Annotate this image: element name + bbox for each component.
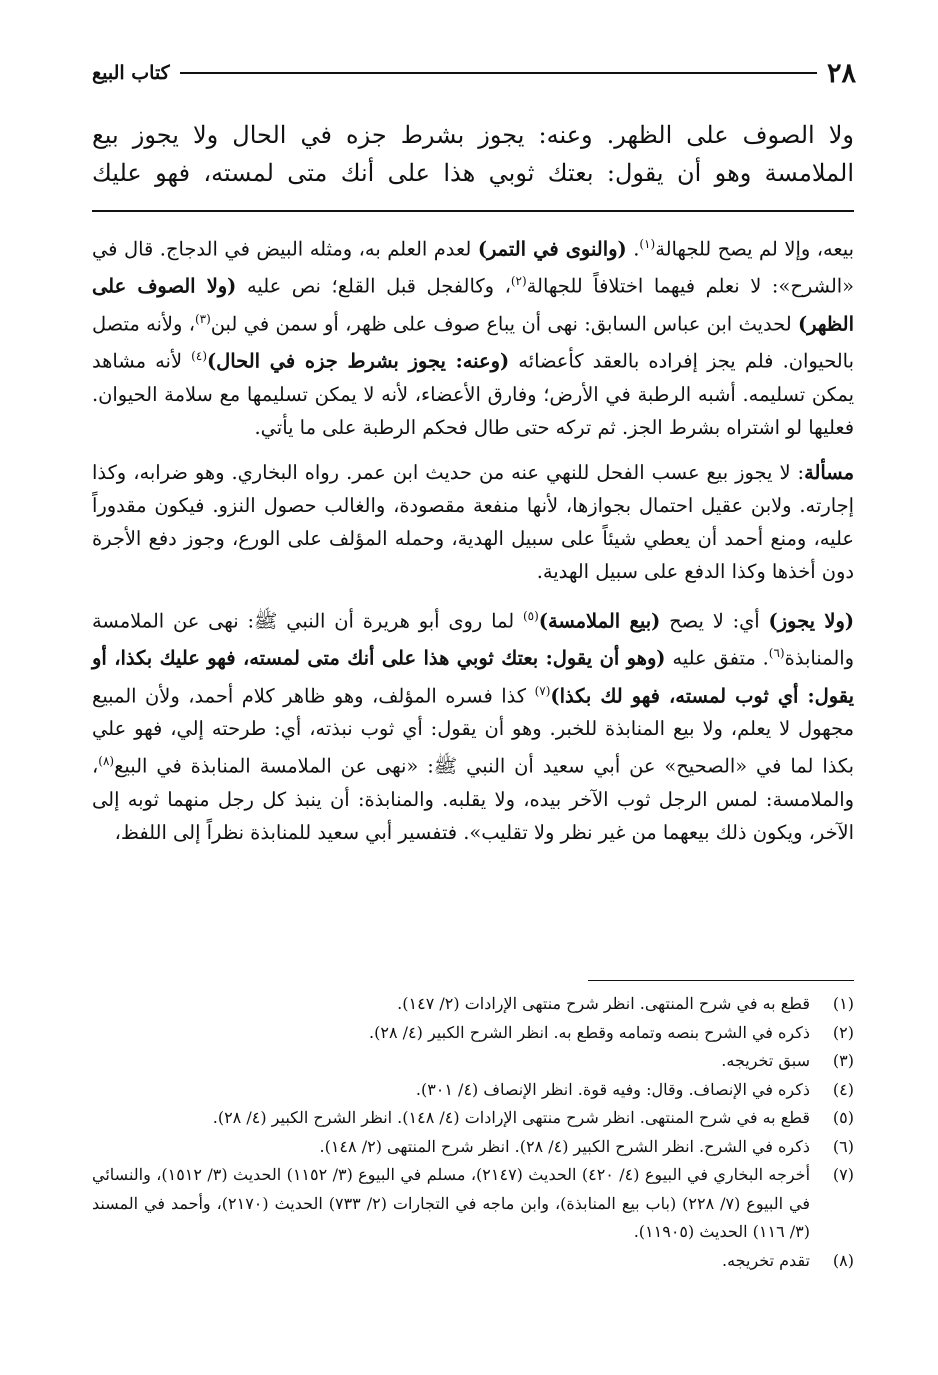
book-title: كتاب البيع [92,62,170,84]
header-rule [180,72,817,74]
commentary-paragraph: (ولا يجوز) أي: لا يصح (بيع الملامسة)$^{(٥)}$ لما روى أبو هريرة أن النبي ﷺ: نهى عن الملامسة والمنابذة$^{(٦)}$. متفق عليه (وهو أن يقول: بعتك ثوبي هذا على أنك متى لمسته، فهو عليك بكذا، أو يقول: أي ثوب لمسته، فهو لك بكذا)$^{(٧)}$ كذا فسره المؤلف، وهو ظاهر كلام أحمد، ولأن المبيع مجهول لا يعلم، ولا بيع المنابذة للخبر. وهو أن يقول: أي ثوب نبذته، أي: طرحته إلي، فهو علي بكذا لما في «الصحيح» عن أبي سعيد أن النبي ﷺ: «نهى عن الملامسة المنابذة في البيع$^{(٨)}$، والملامسة: لمس الرجل ثوب الآخر بيده، ولا يقلبه. والمنابذة: أن ينبذ كل رجل منهما ثوبه إلى الآخر، ويكون ذلك بيعهما من غير نظر ولا تقليب». فتفسير أبي سعيد للمنابذة نظراً إلى اللفظ، [92,608,855,844]
footnote: (٢) ذكره في الشرح بنصه وتمامه وقطع به. انظر الشرح الكبير (٤/ ٢٨). [369,1022,854,1042]
commentary-paragraph: بيعه، وإلا لم يصح للجهالة$^{(١)}$. (والنوى في التمر) لعدم العلم به، ومثله البيض في الدجاج. قال في «الشرح»: لا نعلم فيهما اختلافاً للجهالة$^{(٢)}$، وكالفجل قبل القلع؛ نص عليه (ولا الصوف على الظهر) لحديث ابن عباس السابق: نهى أن يباع صوف على ظهر، أو سمن في لبن$^{(٣)}$، ولأنه متصل بالحيوان. فلم يجز إفراده بالعقد كأعضائه (وعنه: يجوز بشرط جزه في الحال)$^{(٤)}$ لأنه مشاهد يمكن تسليمه. أشبه الرطبة في الأرض؛ وفارق الأعضاء، لأنه لا يمكن تسليمها مع سلامة الحيوان. فعليها لو اشتراه بشرط الجز. ثم تركه حتى طال فحكم الرطبة على ما يأتي. [92,237,855,439]
footnote: (٧) أخرجه البخاري في البيوع (٤/ ٤٢٠) الحديث (٢١٤٧)، مسلم في البيوع (٣/ ١١٥٢) الحديث (٣/ ١٥١٢)، والنسائي في البيوع (٧/ ٢٢٨) (باب بيع المنابذة)، وابن ماجه في التجارات (٢/ ٧٣٣) الحديث (٢١٧٠)، وأحمد في المسند (٣/ ١١٦) الحديث (١١٩٠٥). [92,1165,854,1241]
matn-line: ولا الصوف على الظهر. وعنه: يجوز بشرط جزه في الحال ولا يجوز بيع [92,121,854,149]
footnote: (٣) سبق تخريجه. [721,1051,854,1070]
footnote-separator [588,980,854,981]
footnote: (٨) تقدم تخريجه. [722,1250,854,1270]
footnote: (٥) قطع به في شرح المنتهى. انظر شرح منتهى الإرادات (٤/ ١٤٨). انظر الشرح الكبير (٤/ ٢٨). [212,1108,854,1127]
page-number: ٢٨ [826,57,856,89]
footnote: (٤) ذكره في الإنصاف. وقال: وفيه قوة. انظر الإنصاف (٤/ ٣٠١). [415,1079,854,1099]
matn-separator [92,210,854,212]
commentary-paragraph: مسألة: لا يجوز بيع عسب الفحل للنهي عنه من حديث ابن عمر. رواه البخاري. وهو ضرابه، وكذا إجارته. ولابن عقيل احتمال بجوازها، لأنها منفعة مقصودة، والغالب حصول النزو. فيكون مقدوراً عليه، ومنع أحمد أن يعطي شيئاً على سبيل الهدية، وحمله المؤلف على الورع، وجوز دفع الأجرة دون أخذها وكذا الدفع على سبيل الهدية. [92,460,854,583]
footnote: (١) قطع به في شرح المنتهى. انظر شرح منتهى الإرادات (٢/ ١٤٧). [397,994,854,1013]
footnotes [92,990,854,1275]
page-header [92,58,856,88]
matn-text [92,116,854,192]
matn-line: الملامسة وهو أن يقول: بعتك ثوبي هذا على أنك متى لمسته، فهو عليك [92,159,854,187]
commentary [92,228,854,849]
footnote: (٦) ذكره في الشرح. انظر الشرح الكبير (٤/ ٢٨). انظر شرح المنتهى (٢/ ١٤٨). [319,1136,854,1156]
